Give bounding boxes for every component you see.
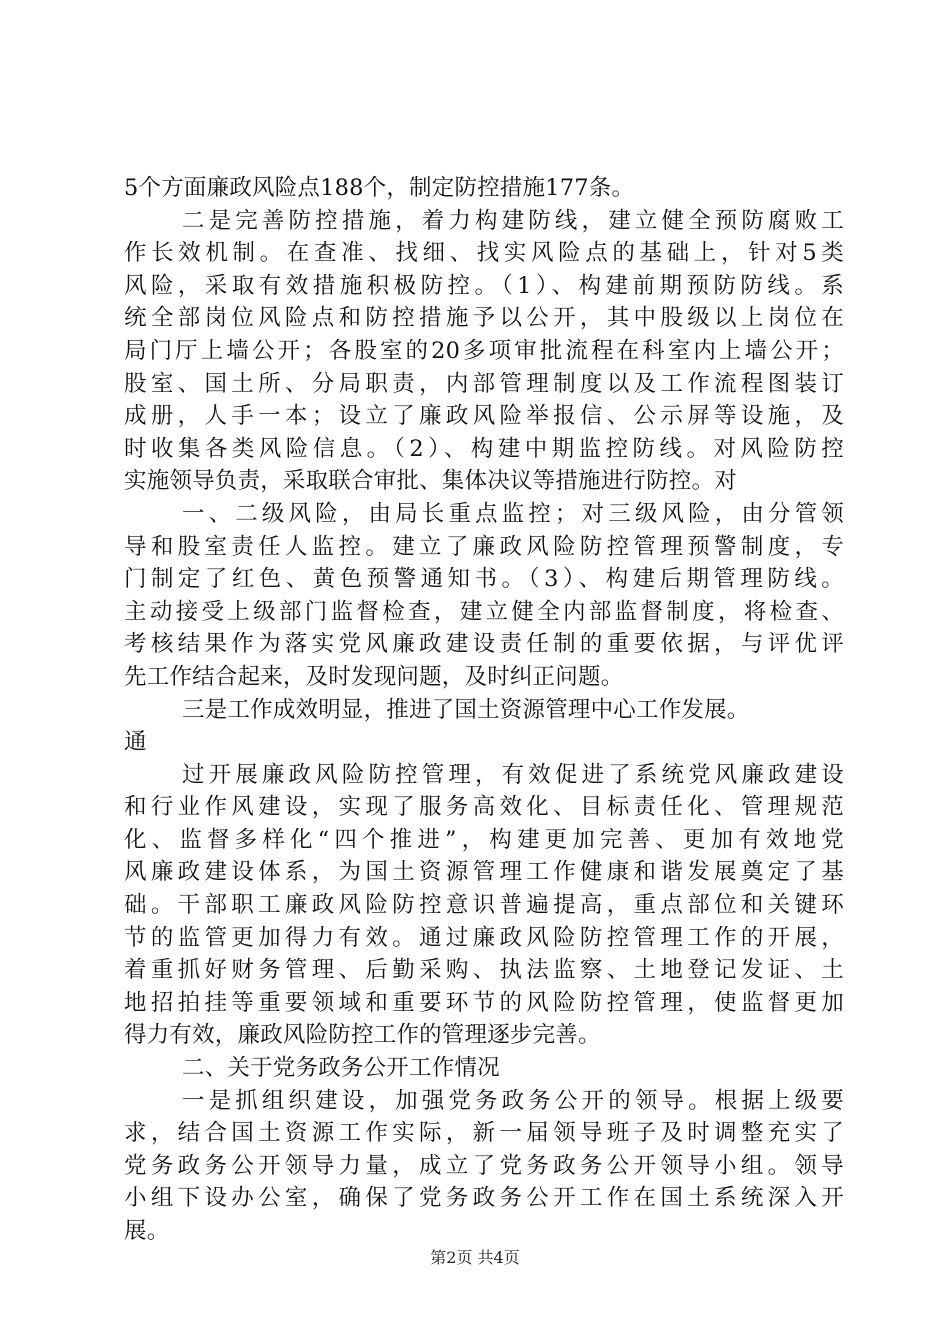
text-line: 过开展廉政风险防控管理，有效促进了系统党风廉政建设	[182, 761, 844, 788]
text-line: 局门厅上墙公开；各股室的20多项审批流程在科室内上墙公开；	[124, 337, 844, 364]
text-line: 党务政务公开领导力量，成立了党务政务公开领导小组。领导	[124, 1152, 844, 1179]
text-line: 实施领导负责，采取联合审批、集体决议等措施进行防控。对	[124, 468, 737, 495]
text-line: 二、关于党务政务公开工作情况	[182, 1055, 500, 1082]
text-line: 主动接受上级部门监督检查，建立健全内部监督制度，将检查、	[124, 598, 844, 625]
text-line: 导和股室责任人监控。建立了廉政风险防控管理预警制度，专	[124, 533, 844, 560]
text-line: 得力有效，廉政风险防控工作的管理逐步完善。	[124, 1022, 601, 1049]
text-line: 一是抓组织建设，加强党务政务公开的领导。根据上级要	[182, 1087, 844, 1114]
text-line: 考核结果作为落实党风廉政建设责任制的重要依据，与评优评	[124, 631, 844, 658]
text-line: 5个方面廉政风险点188个，制定防控措施177条。	[124, 175, 635, 201]
text-line: 求，结合国土资源工作实际，新一届领导班子及时调整充实了	[124, 1120, 844, 1147]
text-line: 时收集各类风险信息。（2）、构建中期监控防线。对风险防控	[124, 435, 844, 462]
text-line: 展。	[124, 1218, 170, 1244]
text-line: 一、二级风险，由局长重点监控；对三级风险，由分管领	[182, 500, 844, 527]
text-line: 风廉政建设体系，为国土资源管理工作健康和谐发展奠定了基	[124, 859, 844, 886]
text-line: 地招拍挂等重要领域和重要环节的风险防控管理，使监督更加	[124, 989, 844, 1016]
text-line: 着重抓好财务管理、后勤采购、执法监察、土地登记发证、土	[124, 957, 844, 984]
text-line: 通	[124, 729, 147, 756]
text-line: 成册，人手一本；设立了廉政风险举报信、公示屏等设施，及	[124, 403, 844, 430]
text-line: 股室、国土所、分局职责，内部管理制度以及工作流程图装订	[124, 370, 844, 397]
text-line: 统全部岗位风险点和防控措施予以公开，其中股级以上岗位在	[124, 305, 844, 332]
text-line: 础。干部职工廉政风险防控意识普遍提高，重点部位和关键环	[124, 892, 844, 919]
text-line: 二是完善防控措施，着力构建防线，建立健全预防腐败工	[182, 207, 844, 234]
text-line: 门制定了红色、黄色预警通知书。（3）、构建后期管理防线。	[124, 566, 844, 593]
text-line: 化、监督多样化“四个推进”，构建更加完善、更加有效地党	[124, 826, 844, 853]
text-line: 节的监管更加得力有效。通过廉政风险防控管理工作的开展，	[124, 924, 844, 951]
text-line: 和行业作风建设，实现了服务高效化、目标责任化、管理规范	[124, 794, 844, 821]
text-line: 风险，采取有效措施积极防控。（1）、构建前期预防防线。系	[124, 272, 844, 299]
text-line: 小组下设办公室，确保了党务政务公开工作在国土系统深入开	[124, 1185, 844, 1212]
document-body	[124, 172, 844, 1248]
text-line: 三是工作成效明显，推进了国土资源管理中心工作发展。	[182, 696, 750, 723]
text-line: 作长效机制。在查准、找细、找实风险点的基础上，针对5类	[124, 240, 844, 267]
text-line: 先工作结合起来，及时发现问题，及时纠正问题。	[124, 663, 624, 690]
page-footer: 第2页 共4页	[430, 1248, 520, 1267]
